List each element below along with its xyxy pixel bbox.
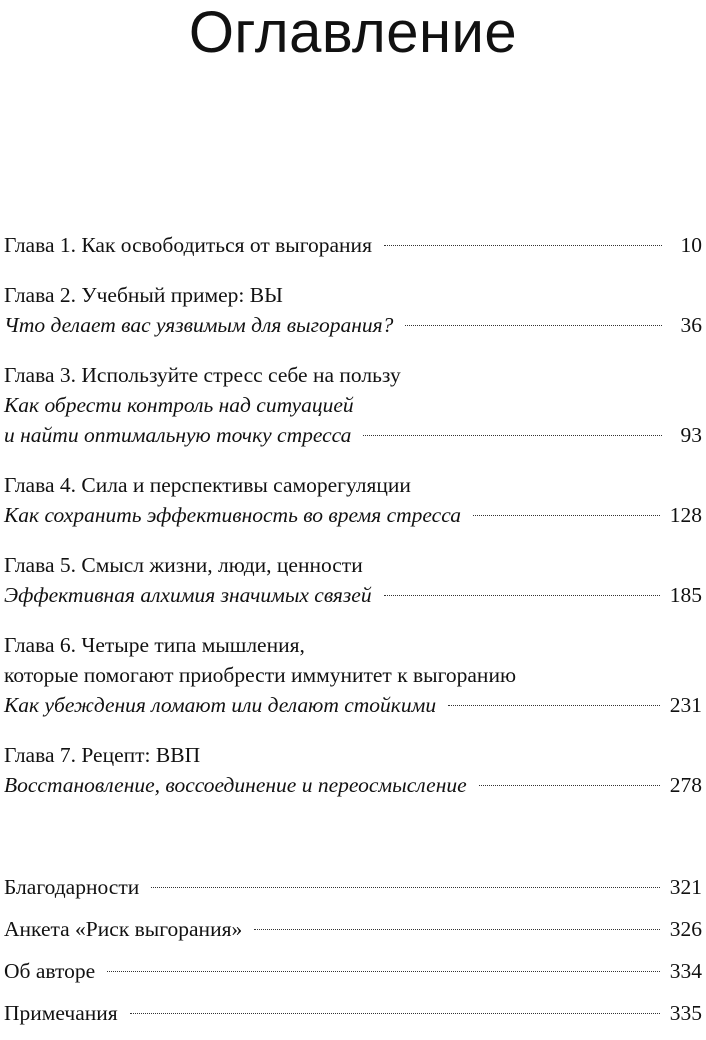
toc-line xyxy=(4,310,702,340)
chapter-subtitle: Что делает вас уязвимым для выгорания? xyxy=(4,313,394,337)
chapter-subtitle: Как обрести контроль над ситуацией xyxy=(4,393,354,417)
toc-entry-chapter-5 xyxy=(4,550,702,610)
toc-entry-chapter-7 xyxy=(4,740,702,800)
page-number: 278 xyxy=(669,773,702,797)
toc-line xyxy=(4,500,702,530)
chapter-subtitle: и найти оптимальную точку стресса xyxy=(4,423,352,447)
page-number: 10 xyxy=(680,233,702,257)
entry-title: Примечания xyxy=(4,1001,118,1025)
chapter-title: Глава 2. Учебный пример: ВЫ xyxy=(4,283,283,307)
chapter-title: Глава 1. Как освободиться от выгорания xyxy=(4,233,372,257)
toc-entry-notes xyxy=(4,998,702,1028)
chapter-title-continued: которые помогают приобрести иммунитет к выгоранию xyxy=(4,663,517,687)
chapter-title: Глава 4. Сила и перспективы саморегуляции xyxy=(4,473,411,497)
table-of-contents xyxy=(4,230,702,1040)
page-number: 185 xyxy=(669,583,702,607)
toc-line xyxy=(4,580,702,610)
section-spacer xyxy=(4,820,702,872)
dot-leader xyxy=(254,929,660,930)
toc-entry-acknowledgements xyxy=(4,872,702,902)
page-title: Оглавление xyxy=(188,0,518,65)
toc-line xyxy=(4,690,702,720)
chapter-title: Глава 3. Используйте стресс себе на пользу xyxy=(4,363,401,387)
toc-line xyxy=(4,420,702,450)
toc-entry-chapter-4 xyxy=(4,470,702,530)
back-matter xyxy=(4,872,702,1028)
chapter-title: Глава 7. Рецепт: ВВП xyxy=(4,743,201,767)
toc-entry-about-author xyxy=(4,956,702,986)
chapter-subtitle: Восстановление, воссоединение и переосмысление xyxy=(4,773,467,797)
toc-entry-chapter-1 xyxy=(4,230,702,260)
dot-leader xyxy=(151,887,660,888)
dot-leader xyxy=(384,595,660,596)
dot-leader xyxy=(384,245,662,246)
dot-leader xyxy=(473,515,660,516)
toc-line xyxy=(4,998,702,1028)
entry-title: Благодарности xyxy=(4,875,140,899)
dot-leader xyxy=(448,705,660,706)
page-number: 231 xyxy=(669,693,702,717)
page-number: 93 xyxy=(680,423,702,447)
dot-leader xyxy=(130,1013,660,1014)
entry-title: Об авторе xyxy=(4,959,96,983)
toc-line xyxy=(4,914,702,944)
toc-entry-chapter-3 xyxy=(4,360,702,450)
chapter-subtitle: Как сохранить эффективность во время стресса xyxy=(4,503,461,527)
chapter-title: Глава 6. Четыре типа мышления, xyxy=(4,633,305,657)
dot-leader xyxy=(363,435,662,436)
toc-entry-chapter-2 xyxy=(4,280,702,340)
dot-leader xyxy=(107,971,660,972)
toc-entry-chapter-6 xyxy=(4,630,702,720)
chapter-subtitle: Как убеждения ломают или делают стойкими xyxy=(4,693,437,717)
page-number: 326 xyxy=(669,917,702,941)
toc-entry-questionnaire xyxy=(4,914,702,944)
page-number: 335 xyxy=(669,1001,702,1025)
page-number: 36 xyxy=(680,313,702,337)
toc-line xyxy=(4,770,702,800)
page-number: 321 xyxy=(669,875,702,899)
dot-leader xyxy=(405,325,662,326)
entry-title: Анкета «Риск выгорания» xyxy=(4,917,243,941)
page-number: 128 xyxy=(669,503,702,527)
chapter-title: Глава 5. Смысл жизни, люди, ценности xyxy=(4,553,363,577)
page-number: 334 xyxy=(669,959,702,983)
chapter-subtitle: Эффективная алхимия значимых связей xyxy=(4,583,372,607)
toc-line xyxy=(4,230,702,260)
toc-line xyxy=(4,956,702,986)
toc-line xyxy=(4,872,702,902)
dot-leader xyxy=(479,785,660,786)
